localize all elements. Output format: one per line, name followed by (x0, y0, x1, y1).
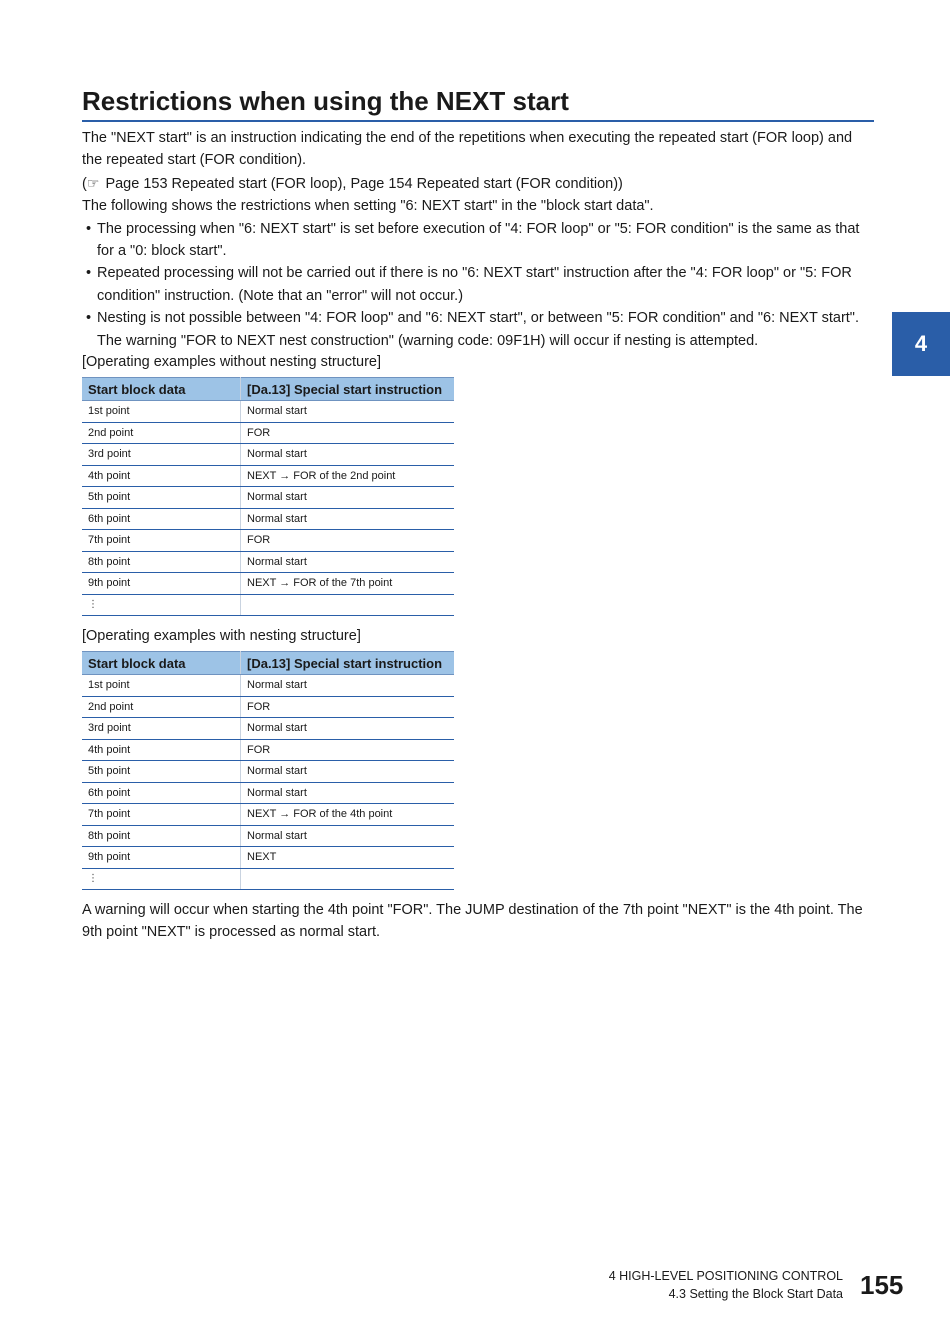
table-cell: 5th point (82, 487, 241, 509)
table-cell: Normal start (241, 487, 455, 509)
table-cell: 8th point (82, 825, 241, 847)
table-row (82, 847, 454, 869)
table-cell: FOR (241, 739, 455, 761)
table-row (82, 761, 454, 783)
table-row (82, 465, 454, 487)
table-cell: ⋮ (82, 594, 241, 616)
table-cell: 4th point (82, 465, 241, 487)
column-header: Start block data (82, 378, 241, 401)
table-cell: 6th point (82, 782, 241, 804)
table-cell: 9th point (82, 573, 241, 595)
closing-paragraph: A warning will occur when starting the 4th point "FOR". The JUMP destination of the 7th point "NEXT" is the 4th point. The 9th point "NEXT" is processed as normal start. (82, 902, 863, 941)
table-cell: Normal start (241, 782, 455, 804)
table-cell: NEXT (241, 847, 455, 869)
table-row (82, 422, 454, 444)
footer-chapter: 4 HIGH-LEVEL POSITIONING CONTROL (608, 1269, 843, 1283)
table-row (82, 444, 454, 466)
intro-paragraph: The "NEXT start" is an instruction indicating the end of the repetitions when executing the repeated start (FOR loop) and the repeated start (FOR condition). (82, 130, 853, 169)
table-row (82, 401, 454, 423)
table-cell: FOR (241, 696, 455, 718)
table-cell: 9th point (82, 847, 241, 869)
restriction-bullet-1: • The processing when "6: NEXT start" is set before execution of "4: FOR loop" or "5: FOR condition" is the same as that for a "0: block start". (86, 220, 860, 260)
table-cell (241, 594, 455, 616)
table-cell: Normal start (241, 508, 455, 530)
chapter-tab[interactable]: 4 (892, 312, 950, 376)
table-row (82, 573, 454, 595)
reference-link[interactable]: Page 153 Repeated start (FOR loop), Page 154 Repeated start (FOR condition)) (105, 175, 623, 192)
table-cell: 7th point (82, 804, 241, 826)
table-row (82, 804, 454, 826)
table-row (82, 675, 454, 697)
table-cell: 3rd point (82, 444, 241, 466)
table-row (82, 825, 454, 847)
table-cell: 7th point (82, 530, 241, 552)
table-cell: 8th point (82, 551, 241, 573)
table-cell: Normal start (241, 675, 455, 697)
table-with-nesting (82, 651, 454, 890)
table-cell: NEXT → FOR of the 4th point (241, 804, 455, 826)
table-cell: 3rd point (82, 718, 241, 740)
table-cell: 1st point (82, 675, 241, 697)
table-cell: 4th point (82, 739, 241, 761)
pointing-hand-icon: ☞ (86, 174, 100, 191)
table-cell: 5th point (82, 761, 241, 783)
table-cell: FOR (241, 530, 455, 552)
table-cell: FOR (241, 422, 455, 444)
restriction-bullet-3: • Nesting is not possible between "4: FOR loop" and "6: NEXT start", or between "5: FOR condition" and "6: NEXT start". The warning "FOR to NEXT nest construction" (warning code: 09F1H) will occur if nesting is attempted. (86, 310, 859, 349)
table-cell: Normal start (241, 444, 455, 466)
restrictions-intro: The following shows the restrictions when setting "6: NEXT start" in the "block start data". (82, 198, 654, 215)
table-cell: Normal start (241, 401, 455, 423)
footer-section: 4.3 Setting the Block Start Data (668, 1287, 843, 1301)
table-cell: NEXT → FOR of the 7th point (241, 573, 455, 595)
table-row (82, 508, 454, 530)
table-cell (241, 868, 455, 890)
table-cell: Normal start (241, 761, 455, 783)
column-header: [Da.13] Special start instruction (241, 378, 455, 401)
page-title: Restrictions when using the NEXT start (82, 84, 874, 122)
table-cell: Normal start (241, 551, 455, 573)
table-cell: Normal start (241, 718, 455, 740)
table-row (82, 868, 454, 890)
table-cell: ⋮ (82, 868, 241, 890)
restriction-bullet-2: • Repeated processing will not be carried out if there is no "6: NEXT start" instruction after the "4: FOR loop" or "5: FOR condition" instruction. (Note that an "error" will not occur.) (86, 265, 852, 304)
table-cell: 1st point (82, 401, 241, 423)
table2-caption: [Operating examples with nesting structure] (82, 628, 361, 644)
column-header: Start block data (82, 652, 241, 675)
table-header-row (82, 378, 454, 401)
table-cell: 2nd point (82, 696, 241, 718)
table-row (82, 530, 454, 552)
table-row (82, 782, 454, 804)
table-row (82, 487, 454, 509)
intro-section (82, 127, 874, 352)
table-cell: 2nd point (82, 422, 241, 444)
table1-caption: [Operating examples without nesting structure] (82, 354, 382, 370)
table-row (82, 551, 454, 573)
table-row (82, 594, 454, 616)
page-number: 155 (860, 1270, 904, 1300)
column-header: [Da.13] Special start instruction (241, 652, 455, 675)
page-footer (609, 1267, 843, 1303)
table-cell: Normal start (241, 825, 455, 847)
table-row (82, 718, 454, 740)
table-without-nesting (82, 377, 454, 616)
table-header-row (82, 652, 454, 675)
table-cell: NEXT → FOR of the 2nd point (241, 465, 455, 487)
reference-line: (☞ Page 153 Repeated start (FOR loop), Page 154 Repeated start (FOR condition)) (82, 174, 623, 192)
table-cell: 6th point (82, 508, 241, 530)
table-row (82, 696, 454, 718)
table-row (82, 739, 454, 761)
